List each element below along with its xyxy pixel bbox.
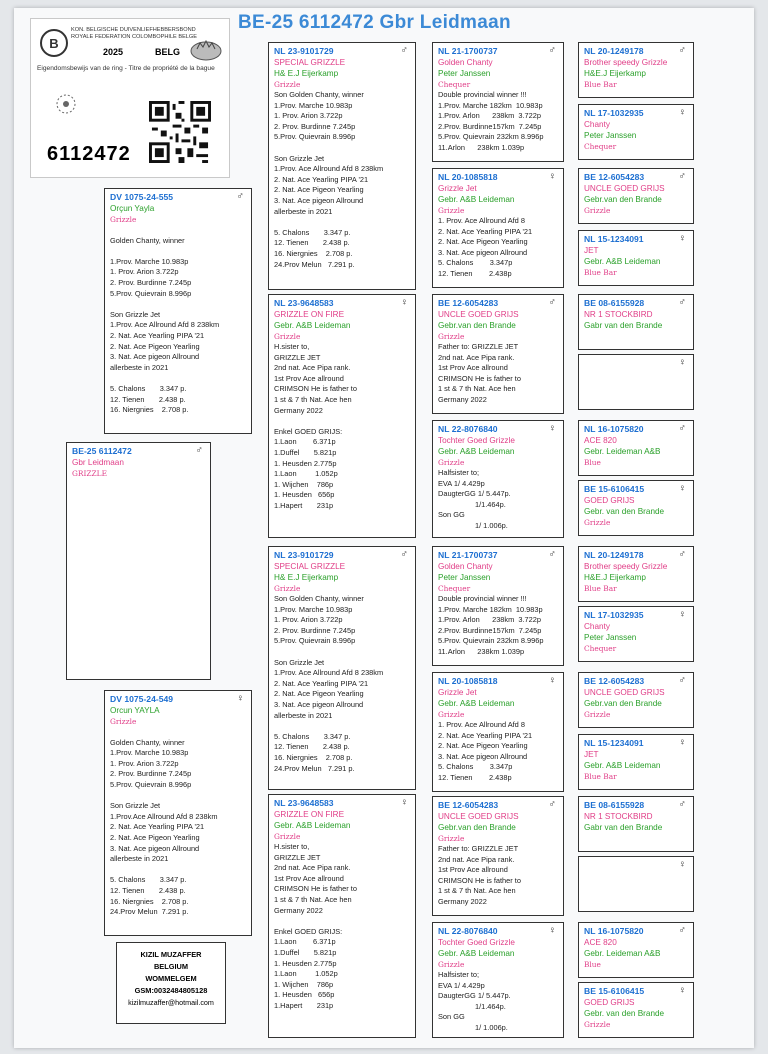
- ring-year: 2025: [103, 47, 124, 57]
- sex-icon: ♂: [548, 799, 556, 810]
- breeder-name: Gebr.van den Brande: [438, 823, 516, 832]
- ring-number: BE 12-6054283: [584, 676, 645, 686]
- pigeon-notes: Double provincial winner !!! 1.Prov. Marche 182km 10.983p 1.Prov. Arlon 238km 3.722p 2.Prov. Burdinne157km 7.245p 5.Prov. Quievrain 232km 8.996p 11.Arlon 238km 1.039p: [438, 90, 544, 152]
- pigeon-name: Grizzle Jet: [438, 184, 477, 193]
- sex-icon: ♂: [548, 45, 556, 56]
- ring-number: NL 15-1234091: [584, 234, 644, 244]
- pigeon-color: Blue Bar: [584, 268, 617, 277]
- pigeon-color: Blue Bar: [584, 584, 617, 593]
- pigeon-name: UNCLE GOED GRIJS: [438, 310, 519, 319]
- great-grandparent-card: [432, 168, 564, 288]
- breeder-name: Gebr. A&B Leideman: [584, 761, 661, 770]
- pigeon-color: Grizzle: [274, 80, 301, 89]
- pigeon-color: Grizzle: [274, 584, 301, 593]
- breeder-name: Gebr. A&B Leideman: [584, 257, 661, 266]
- owner-name: KIZIL MUZAFFER: [140, 950, 202, 959]
- pigeon-notes: Halfsister to; EVA 1/ 4.429p DaugterGG 1/ 5.447p. 1/1.464p. Son GG 1/ 1.006p.: [438, 970, 511, 1032]
- ring-number: BE 12-6054283: [438, 298, 499, 308]
- great-grandparent-card: [432, 796, 564, 916]
- ring-number: NL 23-9648583: [274, 798, 334, 808]
- ancestor-card: [578, 294, 694, 350]
- sex-icon: ♀: [400, 797, 408, 808]
- sex-icon: ♂: [678, 549, 686, 560]
- sex-icon: ♀: [236, 693, 244, 704]
- ring-country: BELG: [155, 47, 181, 57]
- pigeon-name: Chanty: [584, 120, 610, 129]
- pigeon-color: Grizzle: [274, 332, 301, 341]
- ancestor-card: [578, 672, 694, 728]
- federation-name-fr: ROYALE FEDERATION COLOMBOPHILE BELGE: [71, 34, 197, 40]
- sex-icon: ♂: [678, 297, 686, 308]
- pigeon-color: Blue Bar: [584, 80, 617, 89]
- pigeon-name: UNCLE GOED GRIJS: [438, 812, 519, 821]
- pigeon-name: GOED GRIJS: [584, 496, 635, 505]
- breeder-name: Gebr. A&B Leideman: [274, 821, 351, 830]
- breeder-name: Gebr. A&B Leideman: [438, 195, 515, 204]
- pigeon-name: ACE 820: [584, 436, 617, 445]
- ring-number: BE 15-6106415: [584, 986, 645, 996]
- pigeon-color: GRIZZLE: [72, 469, 107, 478]
- pigeon-notes: Father to: GRIZZLE JET 2nd nat. Ace Pipa rank. 1st Prov Ace allround CRIMSON He is father to 1 st & 7 th Nat. Ace hen Germany 2022: [438, 844, 521, 906]
- sex-icon: ♀: [678, 609, 686, 620]
- breeder-name: Gebr. A&B Leideman: [274, 321, 351, 330]
- pigeon-name: Gbr Leidmaan: [72, 458, 124, 467]
- breeder-name: Orcun YAYLA: [110, 706, 160, 715]
- ring-number: NL 21-1700737: [438, 550, 498, 560]
- federation-name-nl: KON. BELGISCHE DUIVENLIEFHEBBERSBOND: [71, 27, 196, 33]
- pigeon-name: SPECIAL GRIZZLE: [274, 562, 346, 571]
- grandparent-card: [268, 546, 416, 790]
- sex-icon: ♂: [678, 675, 686, 686]
- sex-icon: ♀: [400, 297, 408, 308]
- ring-number: BE 15-6106415: [584, 484, 645, 494]
- breeder-name: Peter Janssen: [438, 69, 491, 78]
- ring-number: NL 22-8076840: [438, 424, 498, 434]
- ring-number: DV 1075-24-549: [110, 694, 174, 704]
- ancestor-card: [578, 606, 694, 662]
- pigeon-notes: H.sister to, GRIZZLE JET 2nd nat. Ace Pipa rank. 1st Prov Ace allround CRIMSON He is father to 1 st & 7 th Nat. Ace hen Germany 2022 Enkel GOED GRIJS: 1.Laon 6.371p 1.Duffel 5.821p 1. Heusden 2.775p 1.Laon 1.052p 1. Wijchen 786p 1. Heusden 656p 1.Hapert 231p: [274, 342, 357, 510]
- ring-number: BE 12-6054283: [584, 172, 645, 182]
- pigeon-name: Golden Chanty: [438, 562, 493, 571]
- ownership-text: Eigendomsbewijs van de ring - Titre de propriété de la bague: [37, 65, 215, 72]
- pigeon-color: Blue Bar: [584, 772, 617, 781]
- sex-icon: ♂: [548, 549, 556, 560]
- pigeon-color: Grizzle: [584, 206, 611, 215]
- pigeon-name: Golden Chanty: [438, 58, 493, 67]
- sex-icon: ♂: [678, 45, 686, 56]
- pigeon-name: Tochter Goed Grizzle: [438, 938, 515, 947]
- pigeon-name: UNCLE GOED GRIJS: [584, 688, 665, 697]
- great-grandparent-card: [432, 42, 564, 162]
- ring-number: NL 17-1032935: [584, 610, 644, 620]
- breeder-name: Gabr van den Brande: [584, 321, 663, 330]
- pigeon-color: Grizzle: [584, 1020, 611, 1029]
- owner-email: kizilmuzaffer@hotmail.com: [128, 998, 214, 1007]
- grandparent-card: [268, 794, 416, 1038]
- owner-city: WOMMELGEM: [145, 974, 197, 983]
- ring-ownership-card: [30, 18, 230, 178]
- ring-number: DV 1075-24-555: [110, 192, 174, 202]
- breeder-name: Gebr. van den Brande: [584, 507, 665, 516]
- sex-icon: ♂: [678, 799, 686, 810]
- great-grandparent-card: [432, 922, 564, 1038]
- ancestor-card: [578, 796, 694, 852]
- pigeon-color: Grizzle: [438, 710, 465, 719]
- sex-icon: ♀: [678, 859, 686, 870]
- ring-number: NL 17-1032935: [584, 108, 644, 118]
- pigeon-color: Grizzle: [438, 206, 465, 215]
- ring-number: BE 12-6054283: [438, 800, 499, 810]
- federation-logo-icon: [39, 27, 69, 59]
- pigeon-name: SPECIAL GRIZZLE: [274, 58, 346, 67]
- pigeon-name: GRIZZLE ON FIRE: [274, 810, 345, 819]
- ring-number: NL 23-9101729: [274, 46, 334, 56]
- ancestor-card: [578, 734, 694, 790]
- sex-icon: ♂: [678, 423, 686, 434]
- sex-icon: ♂: [678, 925, 686, 936]
- breeder-name: Gebr. Leideman A&B: [584, 447, 661, 456]
- breeder-name: Gebr.van den Brande: [584, 195, 662, 204]
- pigeon-notes: Golden Chanty, winner 1.Prov. Marche 10.983p 1. Prov. Arion 3.722p 2. Prov. Burdinne 7.245p 5.Prov. Quievrain 8.996p Son Grizzle Jet 1.Prov.Ace Allround Afd 8 238km 2. Nat. Ace Yearling PIPA '21 2. Nat. Ace Pigeon Yearling 3. Nat. Ace pigeon Allround allerbeste in 2021 5. Chalons 3.347 p. 12. Tienen 2.438 p. 16. Niergnies 2.708 p. 24.Prov Melun 7.291 p.: [110, 737, 218, 917]
- pigeon-color: Grizzle: [438, 834, 465, 843]
- sex-icon: ♂: [400, 549, 408, 560]
- breeder-name: H&E.J Eijerkamp: [584, 573, 646, 582]
- ancestor-card: [578, 354, 694, 410]
- qr-code-icon: [149, 101, 211, 163]
- ancestor-card: [578, 168, 694, 224]
- ring-number: NL 20-1249178: [584, 550, 644, 560]
- grandparent-card: [268, 294, 416, 538]
- pigeon-name: Grizzle Jet: [438, 688, 477, 697]
- great-grandparent-card: [432, 672, 564, 792]
- great-grandparent-card: [432, 294, 564, 414]
- ancestor-card: [578, 42, 694, 98]
- ancestor-card: [578, 480, 694, 536]
- ring-number: NL 20-1249178: [584, 46, 644, 56]
- breeder-name: Gebr. A&B Leideman: [438, 447, 515, 456]
- breeder-name: Peter Janssen: [584, 633, 637, 642]
- ring-number: BE 08-6155928: [584, 800, 645, 810]
- sex-icon: ♀: [548, 925, 556, 936]
- crown-crest-icon: [189, 39, 223, 61]
- sex-icon: ♀: [678, 985, 686, 996]
- pigeon-color: Grizzle: [584, 710, 611, 719]
- sex-icon: ♀: [548, 171, 556, 182]
- breeder-name: Gebr. van den Brande: [584, 1009, 665, 1018]
- sire-card: [104, 188, 252, 434]
- breeder-name: Peter Janssen: [438, 573, 491, 582]
- breeder-name: Gabr van den Brande: [584, 823, 663, 832]
- ancestor-card: [578, 230, 694, 286]
- pigeon-notes: H.sister to, GRIZZLE JET 2nd nat. Ace Pipa rank. 1st Prov Ace allround CRIMSON He is father to 1 st & 7 th Nat. Ace hen Germany 2022 Enkel GOED GRIJS: 1.Laon 6.371p 1.Duffel 5.821p 1. Heusden 2.775p 1.Laon 1.052p 1. Wijchen 786p 1. Heusden 656p 1.Hapert 231p: [274, 842, 357, 1010]
- great-grandparent-card: [432, 546, 564, 666]
- sex-icon: ♂: [548, 297, 556, 308]
- pigeon-notes: Halfsister to; EVA 1/ 4.429p DaugterGG 1/ 5.447p. 1/1.464p. Son GG 1/ 1.006p.: [438, 468, 511, 530]
- ancestor-card: [578, 546, 694, 602]
- breeder-name: Gebr. Leideman A&B: [584, 949, 661, 958]
- ring-number: NL 15-1234091: [584, 738, 644, 748]
- pigeon-name: Brother speedy Grizzle: [584, 562, 668, 571]
- pigeon-notes: Son Golden Chanty, winner 1.Prov. Marche 10.983p 1. Prov. Arion 3.722p 2. Prov. Burdinne 7.245p 5.Prov. Quievrain 8.996p Son Grizzle Jet 1.Prov. Ace Allround Afd 8 238km 2. Nat. Ace Yearling PIPA '21 2. Nat. Ace Pigeon Yearling 3. Nat. Ace pigeon Allround allerbeste in 2021 5. Chalons 3.347 p. 12. Tienen 2.438 p. 16. Niergnies 2.708 p. 24.Prov Melun 7.291 p.: [274, 90, 384, 269]
- pigeon-color: Grizzle: [584, 518, 611, 527]
- ring-number: NL 23-9101729: [274, 550, 334, 560]
- breeder-name: Orçun Yayla: [110, 204, 155, 213]
- pigeon-color: Chequer: [438, 584, 471, 593]
- grandparent-card: [268, 42, 416, 290]
- pigeon-name: JET: [584, 246, 599, 255]
- subject-pigeon-card: [66, 442, 211, 680]
- pigeon-notes: Son Golden Chanty, winner 1.Prov. Marche 10.983p 1. Prov. Arion 3.722p 2. Prov. Burdinne 7.245p 5.Prov. Quievrain 8.996p Son Grizzle Jet 1.Prov. Ace Allround Afd 8 238km 2. Nat. Ace Yearling PIPA '21 2. Nat. Ace Pigeon Yearling 3. Nat. Ace pigeon Allround allerbeste in 2021 5. Chalons 3.347 p. 12. Tienen 2.438 p. 16. Niergnies 2.708 p. 24.Prov Melun 7.291 p.: [274, 594, 384, 773]
- ring-number: 6112472: [47, 143, 131, 165]
- ring-number: NL 21-1700737: [438, 46, 498, 56]
- owner-contact-box: [116, 942, 226, 1024]
- svg-text:B: B: [49, 36, 59, 51]
- pigeon-color: Grizzle: [438, 960, 465, 969]
- pigeon-name: NR 1 STOCKBIRD: [584, 310, 653, 319]
- sex-icon: ♂: [400, 45, 408, 56]
- pigeon-name: Brother speedy Grizzle: [584, 58, 668, 67]
- breeder-name: Gebr. A&B Leideman: [438, 949, 515, 958]
- owner-country: BELGIUM: [153, 962, 189, 971]
- pigeon-color: Grizzle: [438, 458, 465, 467]
- ancestor-card: [578, 922, 694, 978]
- ancestor-card: [578, 982, 694, 1038]
- pigeon-notes: 1. Prov. Ace Allround Afd 8 2. Nat. Ace Yearling PIPA '21 2. Nat. Ace Pigeon Yearling 3. Nat. Ace pigeon Allround 5. Chalons 3.347p 12. Tienen 2.438p: [438, 216, 533, 278]
- pigeon-name: NR 1 STOCKBIRD: [584, 812, 653, 821]
- ring-number: NL 16-1075820: [584, 926, 644, 936]
- pigeon-notes: 1. Prov. Ace Allround Afd 8 2. Nat. Ace Yearling PIPA '21 2. Nat. Ace Pigeon Yearling 3. Nat. Ace pigeon Allround 5. Chalons 3.347p 12. Tienen 2.438p: [438, 720, 533, 782]
- ancestor-card: [578, 856, 694, 912]
- pigeon-notes: Father to: GRIZZLE JET 2nd nat. Ace Pipa rank. 1st Prov Ace allround CRIMSON He is father to 1 st & 7 th Nat. Ace hen Germany 2022: [438, 342, 521, 404]
- pigeon-color: Grizzle: [110, 215, 137, 224]
- page-title: BE-25 6112472 Gbr Leidmaan: [238, 12, 511, 33]
- sex-icon: ♀: [678, 233, 686, 244]
- pigeon-color: Blue: [584, 960, 601, 969]
- pigeon-name: GOED GRIJS: [584, 998, 635, 1007]
- pigeon-notes: Double provincial winner !!! 1.Prov. Marche 182km 10.983p 1.Prov. Arlon 238km 3.722p 2.Prov. Burdinne157km 7.245p 5.Prov. Quievrain 232km 8.996p 11.Arlon 238km 1.039p: [438, 594, 544, 656]
- breeder-name: H&E.J Eijerkamp: [584, 69, 646, 78]
- federation-name: [71, 27, 197, 41]
- pigeon-name: UNCLE GOED GRIJS: [584, 184, 665, 193]
- breeder-name: H& E.J Eijerkamp: [274, 573, 339, 582]
- pigeon-color: Grizzle: [110, 717, 137, 726]
- ring-number: BE 08-6155928: [584, 298, 645, 308]
- pigeon-color: Chequer: [584, 142, 617, 151]
- ancestor-card: [578, 420, 694, 476]
- pigeon-emblem-icon: [55, 93, 77, 115]
- pigeon-color: Chequer: [438, 80, 471, 89]
- breeder-name: Gebr.van den Brande: [584, 699, 662, 708]
- pigeon-color: Grizzle: [274, 832, 301, 841]
- sex-icon: ♀: [548, 675, 556, 686]
- breeder-name: Peter Janssen: [584, 131, 637, 140]
- ring-number: NL 16-1075820: [584, 424, 644, 434]
- sex-icon: ♂: [678, 171, 686, 182]
- pigeon-name: JET: [584, 750, 599, 759]
- pigeon-notes: Golden Chanty, winner 1.Prov. Marche 10.983p 1. Prov. Arion 3.722p 2. Prov. Burdinne 7.245p 5.Prov. Quievrain 8.996p Son Grizzle Jet 1.Prov. Ace Allround Afd 8 238km 2. Nat. Ace Yearling PIPA '21 2. Nat. Ace Pigeon Yearling 3. Nat. Ace pigeon Allround allerbeste in 2021 5. Chalons 3.347 p. 12. Tienen 2.438 p. 16. Niergnies 2.708 p.: [110, 235, 220, 415]
- ring-number: BE-25 6112472: [72, 446, 132, 456]
- dam-card: [104, 690, 252, 936]
- breeder-name: H& E.J Eijerkamp: [274, 69, 339, 78]
- breeder-name: Gebr.van den Brande: [438, 321, 516, 330]
- great-grandparent-card: [432, 420, 564, 538]
- sex-icon: ♀: [678, 107, 686, 118]
- sex-icon: ♀: [678, 737, 686, 748]
- sex-icon: ♀: [678, 357, 686, 368]
- pigeon-name: Chanty: [584, 622, 610, 631]
- pigeon-color: Grizzle: [438, 332, 465, 341]
- sex-icon: ♂: [195, 445, 203, 456]
- owner-phone: GSM:0032484805128: [134, 986, 208, 995]
- ring-number: NL 20-1085818: [438, 676, 498, 686]
- sex-icon: ♀: [678, 483, 686, 494]
- sex-icon: ♀: [548, 423, 556, 434]
- ring-number: NL 20-1085818: [438, 172, 498, 182]
- pigeon-name: ACE 820: [584, 938, 617, 947]
- ring-number: NL 22-8076840: [438, 926, 498, 936]
- breeder-name: Gebr. A&B Leideman: [438, 699, 515, 708]
- ring-number: NL 23-9648583: [274, 298, 334, 308]
- pigeon-name: GRIZZLE ON FIRE: [274, 310, 345, 319]
- pigeon-color: Chequer: [584, 644, 617, 653]
- pigeon-color: Blue: [584, 458, 601, 467]
- pigeon-name: Tochter Goed Grizzle: [438, 436, 515, 445]
- sex-icon: ♂: [236, 191, 244, 202]
- ancestor-card: [578, 104, 694, 160]
